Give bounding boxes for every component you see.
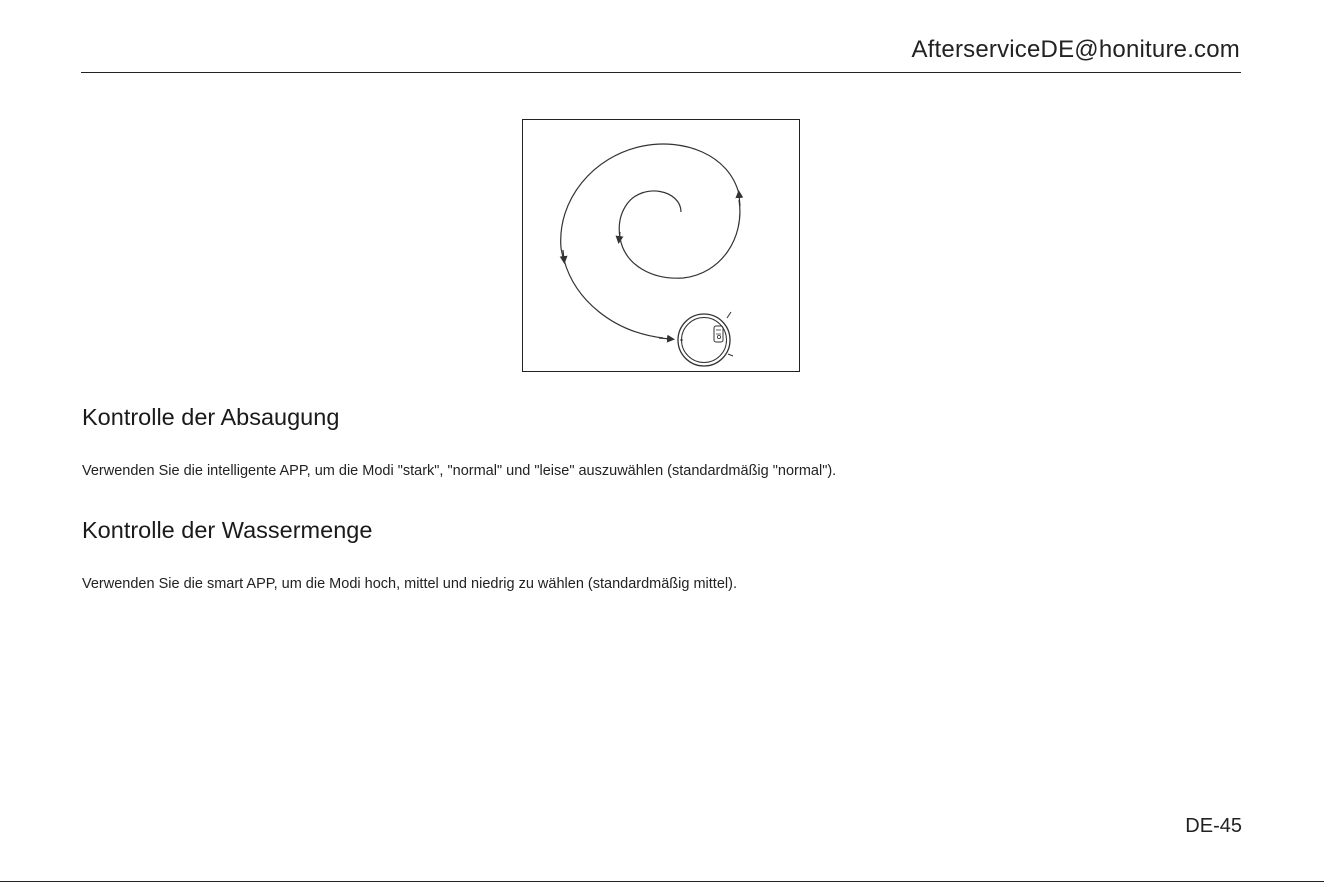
header-email: AfterserviceDE@honiture.com: [911, 36, 1240, 63]
section-heading-water: Kontrolle der Wassermenge: [82, 517, 373, 543]
spiral-arrow-left: [563, 250, 564, 260]
section-text-water: Verwenden Sie die smart APP, um die Modi hoch, mittel und niedrig zu wählen (standardmäßig mittel).: [82, 576, 737, 592]
section-text-suction: Verwenden Sie die intelligente APP, um die Modi "stark", "normal" und "leise" auszuwählen (standardmäßig "normal").: [82, 463, 837, 479]
spiral-inner-segment: [619, 191, 681, 238]
section-heading-suction: Kontrolle der Absaugung: [82, 404, 340, 430]
robot-vacuum-icon: [678, 312, 733, 366]
header-divider: [81, 72, 1241, 73]
spiral-cleaning-diagram: [522, 119, 800, 372]
spiral-path-icon: [523, 120, 801, 373]
spiral-middle-segment: [620, 200, 740, 278]
spiral-outer-top: [561, 144, 739, 258]
spiral-outer-bottom: [564, 260, 663, 338]
spiral-arrow-bottom: [659, 338, 671, 339]
page-number: DE-45: [1185, 815, 1242, 837]
footer-divider: [0, 881, 1324, 882]
